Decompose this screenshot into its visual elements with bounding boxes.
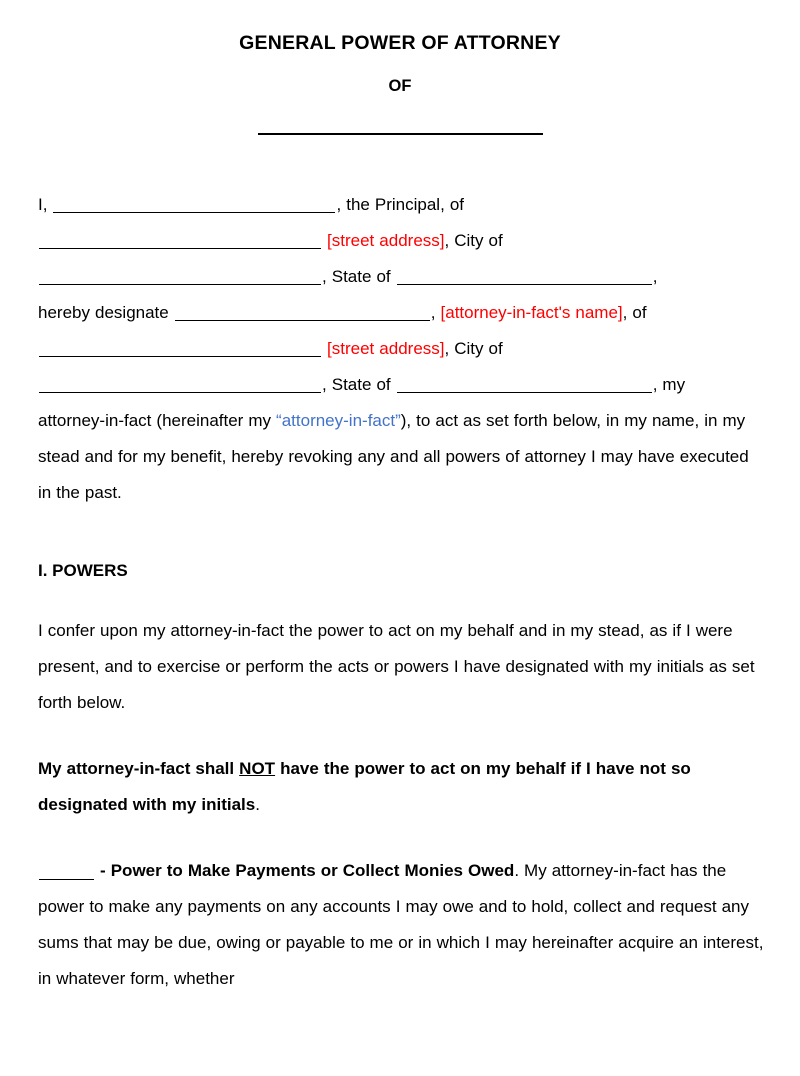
powers-paragraph-2-period: .	[255, 795, 260, 815]
title-of-label: OF	[388, 77, 412, 96]
principal-name-blank[interactable]	[258, 133, 543, 135]
intro-line-2	[38, 223, 765, 259]
intro-line-5	[38, 331, 765, 367]
intro-line-3-state-label: , State of	[322, 267, 391, 287]
hereinafter-suffix: ), to act as set forth below, in my name, in my stead and for my benefit, hereby revoking any and all powers of attorney I may have executed in the past.	[38, 411, 749, 503]
powers-paragraph-2-prefix: My attorney-in-fact shall	[38, 759, 240, 779]
intro-line-1	[38, 187, 765, 223]
attorney-name-field[interactable]	[175, 320, 430, 321]
powers-not-emphasis: NOT	[239, 759, 276, 779]
designate-prefix: hereby designate	[38, 303, 174, 323]
section-heading-powers: I. POWERS	[38, 561, 128, 581]
page-title: GENERAL POWER OF ATTORNEY	[239, 32, 561, 54]
defined-term-attorney-in-fact: “attorney-in-fact”	[276, 411, 401, 431]
designate-comma: ,	[430, 303, 441, 323]
hereinafter-prefix: attorney-in-fact (hereinafter my	[38, 411, 277, 431]
intro-line-1-suffix: , the Principal, of	[336, 195, 465, 215]
principal-street-field[interactable]	[39, 248, 321, 249]
power-item-body: . My attorney-in-fact has the power to make any payments on any accounts I may owe and to hold, collect and request any sums that may be due, owing or payable to me or in which I may hereinafter acquire an interest, in whatever form, whether	[38, 861, 764, 989]
powers-paragraph-1: I confer upon my attorney-in-fact the power to act on my behalf and in my stead, as if I were present, and to exercise or perform the acts or powers I have designated with my initials as set forth below.	[38, 621, 755, 713]
intro-line-3	[38, 259, 765, 295]
power-item-dash: -	[95, 861, 111, 881]
intro-line-5-suffix: , City of	[444, 339, 503, 359]
principal-street-placeholder: [street address]	[327, 231, 445, 251]
intro-line-6-trailing: , my	[652, 375, 686, 395]
principal-name-blank-wrap	[0, 97, 800, 143]
designate-suffix: , of	[622, 303, 647, 323]
principal-name-field[interactable]	[53, 212, 335, 213]
attorney-street-placeholder: [street address]	[327, 339, 445, 359]
intro-line-3-trailing: ,	[652, 267, 658, 287]
powers-paragraph-2-suffix: have the power to act on my behalf if I have not so designated with my initials	[38, 759, 691, 815]
attorney-name-placeholder: [attorney-in-fact's name]	[440, 303, 623, 323]
intro-line-2-suffix: , City of	[444, 231, 503, 251]
intro-line-6	[38, 367, 765, 403]
intro-line-1-prefix: I,	[38, 195, 53, 215]
power-item-initial-field[interactable]	[39, 879, 94, 880]
principal-city-field[interactable]	[39, 284, 321, 285]
power-item-make-payments	[38, 853, 765, 997]
attorney-city-field[interactable]	[39, 392, 321, 393]
power-item-title: Power to Make Payments or Collect Monies Owed	[110, 861, 515, 881]
powers-paragraph-2	[38, 751, 765, 823]
principal-state-field[interactable]	[397, 284, 652, 285]
attorney-state-field[interactable]	[397, 392, 652, 393]
intro-line-7	[38, 403, 765, 511]
intro-line-6-state-label: , State of	[322, 375, 391, 395]
intro-line-4	[38, 295, 765, 331]
document-body	[0, 187, 800, 997]
attorney-street-field[interactable]	[39, 356, 321, 357]
title-block	[0, 0, 800, 143]
